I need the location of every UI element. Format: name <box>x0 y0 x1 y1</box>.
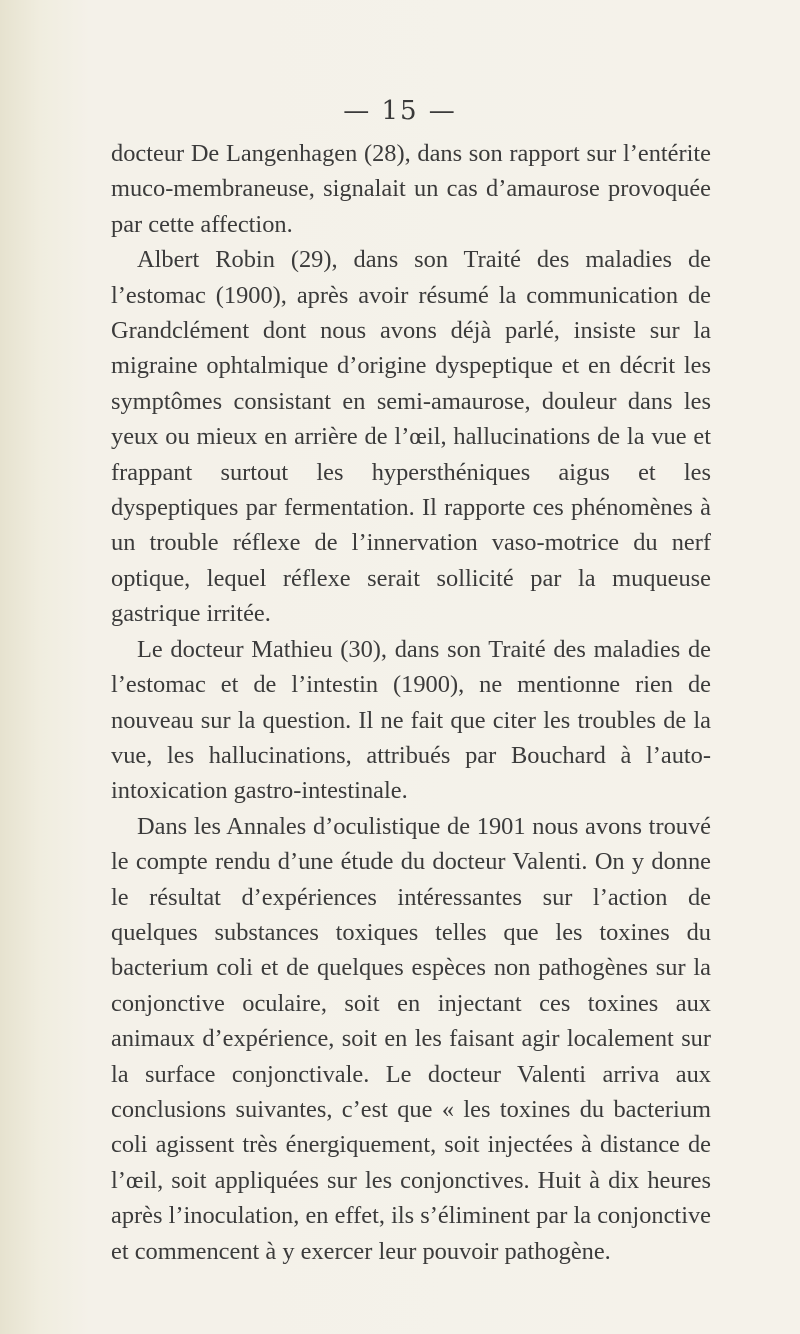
body-text <box>111 136 711 1269</box>
paragraph-mathieu: Le docteur Mathieu (30), dans son Traité des maladies de l’estomac et de l’intestin (1900), ne mentionne rien de nouveau sur la question. Il ne fait que citer les troubles de la vue, les hallucinations, attribués par Bouchard à l’auto-intoxication gastro-intestinale. <box>111 635 711 805</box>
paragraph-valenti: Dans les Annales d’oculistique de 1901 nous avons trouvé le compte rendu d’une étude du docteur Valenti. On y donne le résultat d’expériences intéressantes sur l’action de quelques substances toxiques telles que les toxines du bacterium coli et de quelques espèces non pathogènes sur la conjonctive oculaire, soit en injectant ces toxines aux animaux d’expérience, soit en les faisant agir localement sur la surface conjonctivale. Le docteur Valenti arriva aux conclusions suivantes, c’est que « les toxines du bacterium coli agissent très énergiquement, soit injectées à distance de l’œil, soit appliquées sur les conjonctives. Huit à dix heures après l’inoculation, en effet, ils s’éliminent par la conjonctive et commencent à y exercer leur pouvoir pathogène. <box>111 812 711 1265</box>
paragraph-robin: Albert Robin (29), dans son Traité des maladies de l’estomac (1900), après avoir résumé la communication de Grandclément dont nous avons déjà parlé, insiste sur la migraine ophtalmique d’origine dyspeptique et en décrit les symptômes consistant en semi-amaurose, douleur dans les yeux ou mieux en arrière de l’œil, hallucinations de la vue et frappant surtout les hypersthéniques aigus et les dyspeptiques par fermentation. Il rapporte ces phénomènes à un trouble réflexe de l’innervation vaso-motrice du nerf optique, lequel réflexe serait sollicité par la muqueuse gastrique irritée. <box>111 246 711 628</box>
page-number: — 15 — <box>343 96 457 126</box>
paragraph-continuation: docteur De Langenhagen (28), dans son rapport sur l’entérite muco-membraneuse, signalait un cas d’amaurose provoquée par cette affection. <box>111 140 711 238</box>
